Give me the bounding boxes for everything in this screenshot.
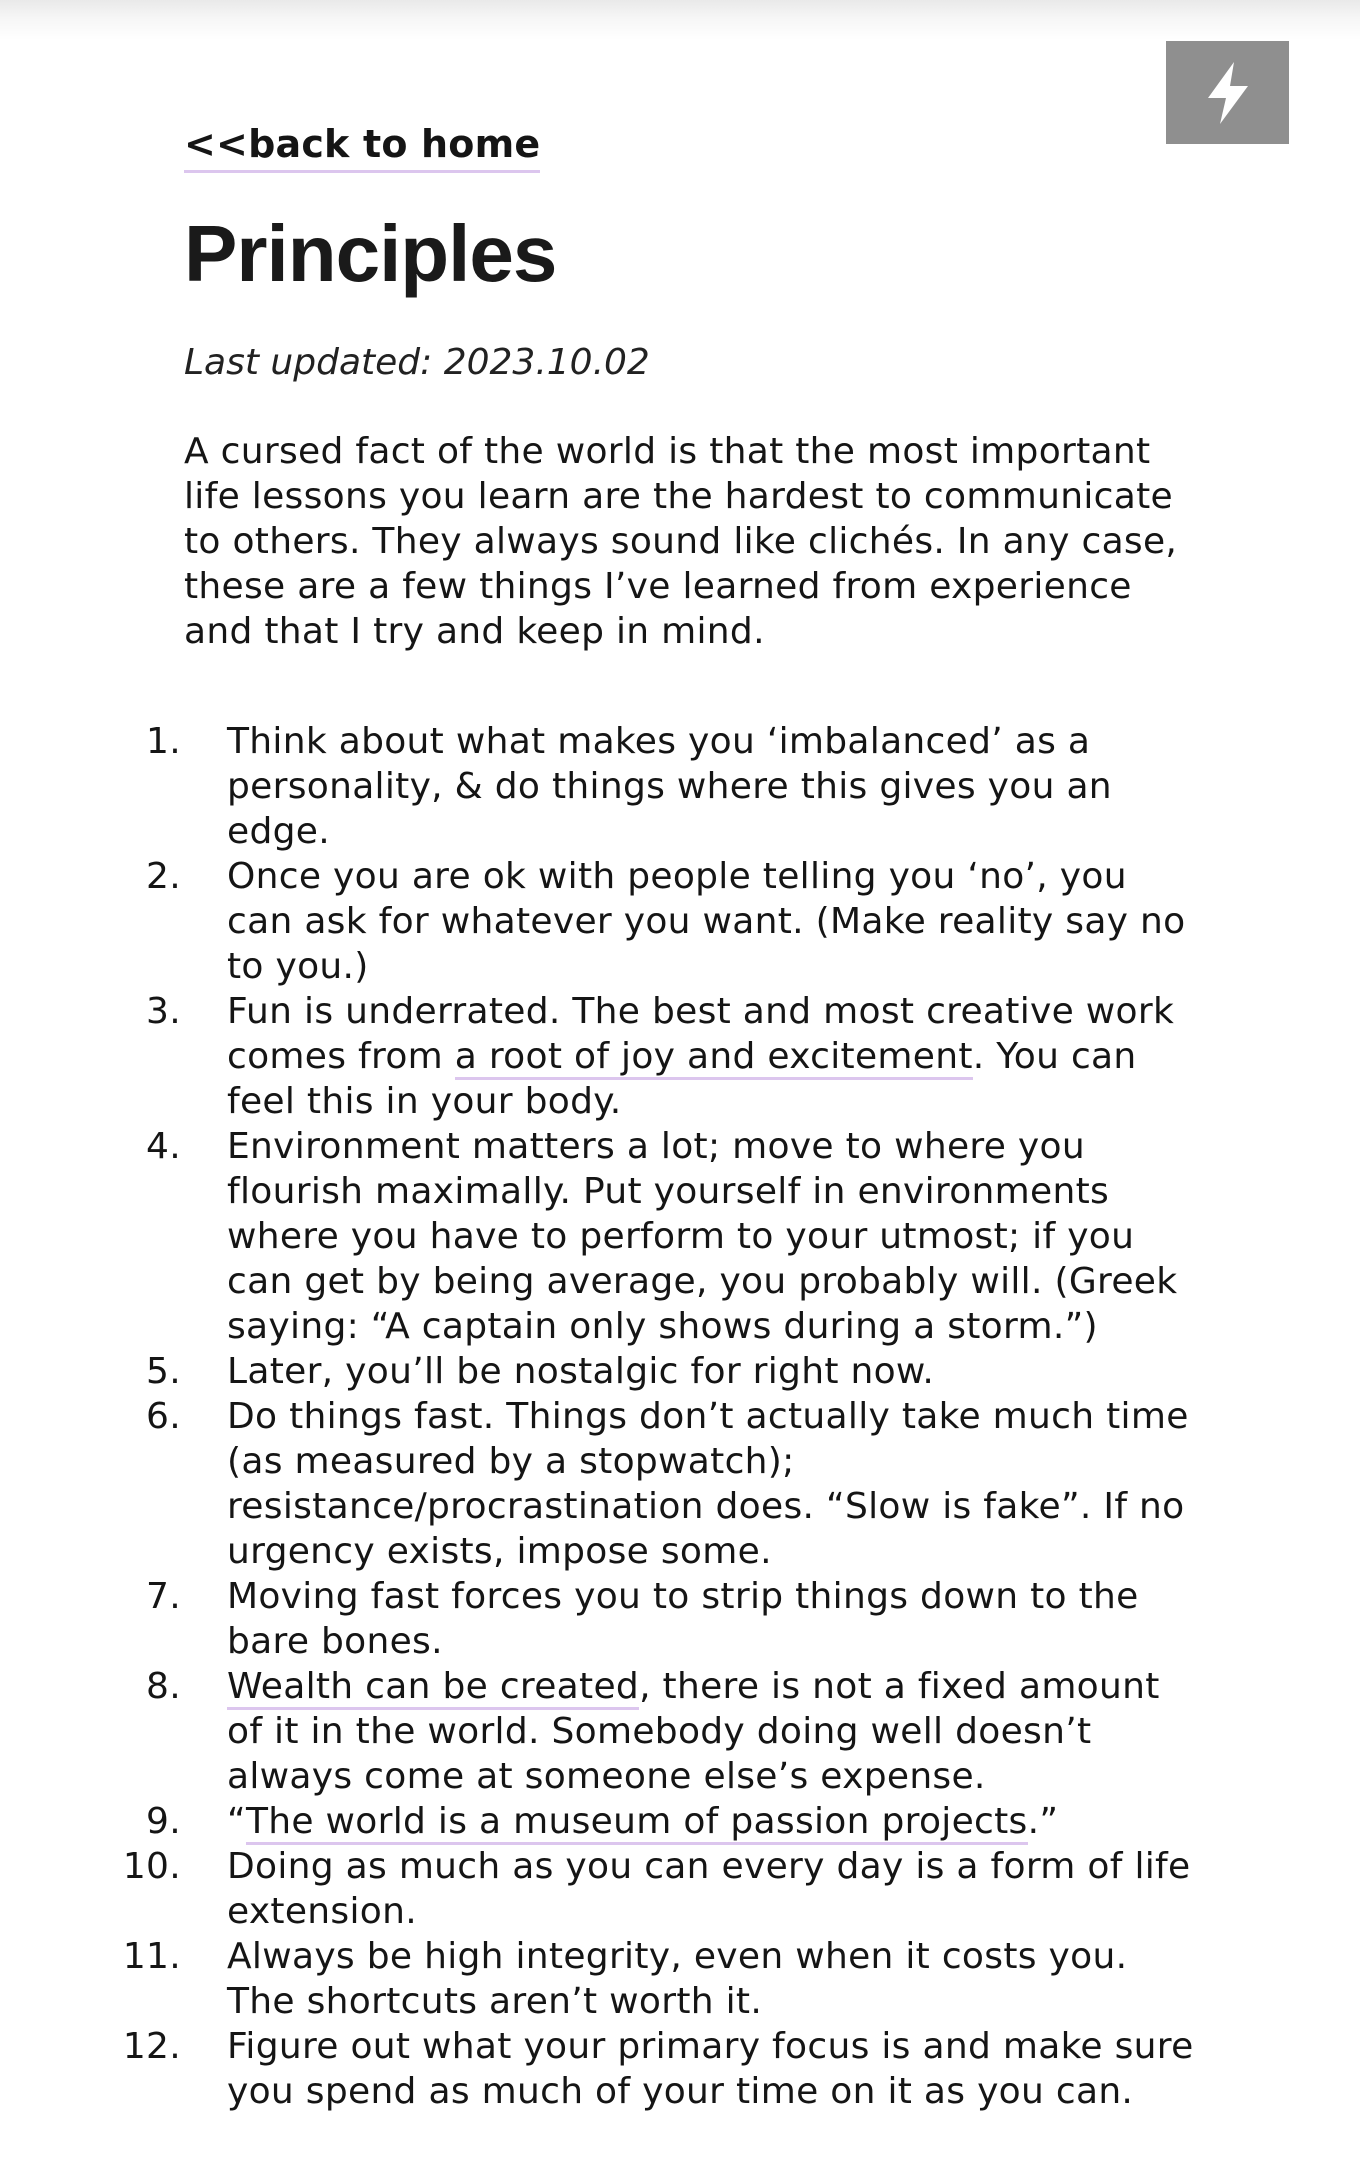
- item-number: 3.: [146, 991, 181, 1032]
- list-item: [146, 1394, 1194, 1574]
- list-item: [146, 1574, 1194, 1664]
- page-title: Principles: [184, 209, 557, 298]
- item-number: 4.: [146, 1126, 181, 1167]
- article: [122, 118, 1194, 2114]
- item-text: Do things fast. Things don’t actually take much time (as measured by a stopwatch); resistance/procrastination does. “Slow is fake”. If no urgency exists, impose some.: [227, 1396, 1189, 1572]
- item-number: 6.: [146, 1396, 181, 1437]
- item-number: 5.: [146, 1351, 181, 1392]
- item-text-before: Fun is underrated. The best and most creative work comes from: [227, 991, 1175, 1077]
- back-to-home-link[interactable]: <<back to home: [184, 118, 540, 173]
- item-text: Doing as much as you can every day is a form of life extension.: [227, 1846, 1191, 1932]
- intro-paragraph: A cursed fact of the world is that the most important life lessons you learn are the hardest to communicate to others. They always sound like clichés. In any case, these are a few things I’ve learned from experience and that I try and keep in mind.: [184, 431, 1178, 652]
- list-item: [122, 1844, 1194, 1934]
- item-text: Figure out what your primary focus is and make sure you spend as much of your time on it as you can.: [227, 2026, 1194, 2112]
- item-number: 9.: [146, 1801, 181, 1842]
- list-item: [146, 1664, 1194, 1799]
- item-text: Think about what makes you ‘imbalanced’ as a personality, & do things where this gives you an edge.: [227, 721, 1112, 852]
- item-text-after: . You can feel this in your body.: [227, 1036, 1137, 1122]
- list-item: [146, 989, 1194, 1124]
- item-number: 7.: [146, 1576, 181, 1617]
- last-updated: Last updated: 2023.10.02: [184, 342, 650, 383]
- list-item: [122, 1934, 1194, 2024]
- wealth-created-link[interactable]: Wealth can be created: [227, 1666, 639, 1710]
- list-item: [146, 1124, 1194, 1349]
- item-number: 2.: [146, 856, 181, 897]
- lightning-bolt-icon: [1202, 60, 1254, 126]
- principles-list: [122, 719, 1194, 2114]
- top-shadow: [0, 0, 1360, 40]
- list-item: [122, 2024, 1194, 2114]
- item-text: Once you are ok with people telling you ‘no’, you can ask for whatever you want. (Make reality say no to you.): [227, 856, 1186, 987]
- item-text: Always be high integrity, even when it costs you. The shortcuts aren’t worth it.: [227, 1936, 1128, 2022]
- item-text-after: .”: [1027, 1801, 1059, 1842]
- item-text-before: “: [227, 1801, 246, 1842]
- item-text-after: , there is not a fixed amount of it in the world. Somebody doing well doesn’t always come at someone else’s expense.: [227, 1666, 1160, 1797]
- museum-passion-projects-link[interactable]: The world is a museum of passion projects: [246, 1801, 1028, 1845]
- item-number: 12.: [122, 2026, 181, 2067]
- list-item: [146, 1799, 1194, 1844]
- list-item: [146, 854, 1194, 989]
- item-text: Later, you’ll be nostalgic for right now.: [227, 1351, 935, 1392]
- item-text: Environment matters a lot; move to where you flourish maximally. Put yourself in environments where you have to perform to your utmost; if you can get by being average, you probably will. (Greek saying: “A captain only shows during a storm.”): [227, 1126, 1178, 1347]
- item-text: Moving fast forces you to strip things down to the bare bones.: [227, 1576, 1139, 1662]
- joy-excitement-link[interactable]: a root of joy and excitement: [455, 1036, 973, 1080]
- item-number: 11.: [122, 1936, 181, 1977]
- list-item: [146, 719, 1194, 854]
- list-item: [146, 1349, 1194, 1394]
- item-number: 10.: [122, 1846, 181, 1887]
- item-number: 8.: [146, 1666, 181, 1707]
- item-number: 1.: [146, 721, 181, 762]
